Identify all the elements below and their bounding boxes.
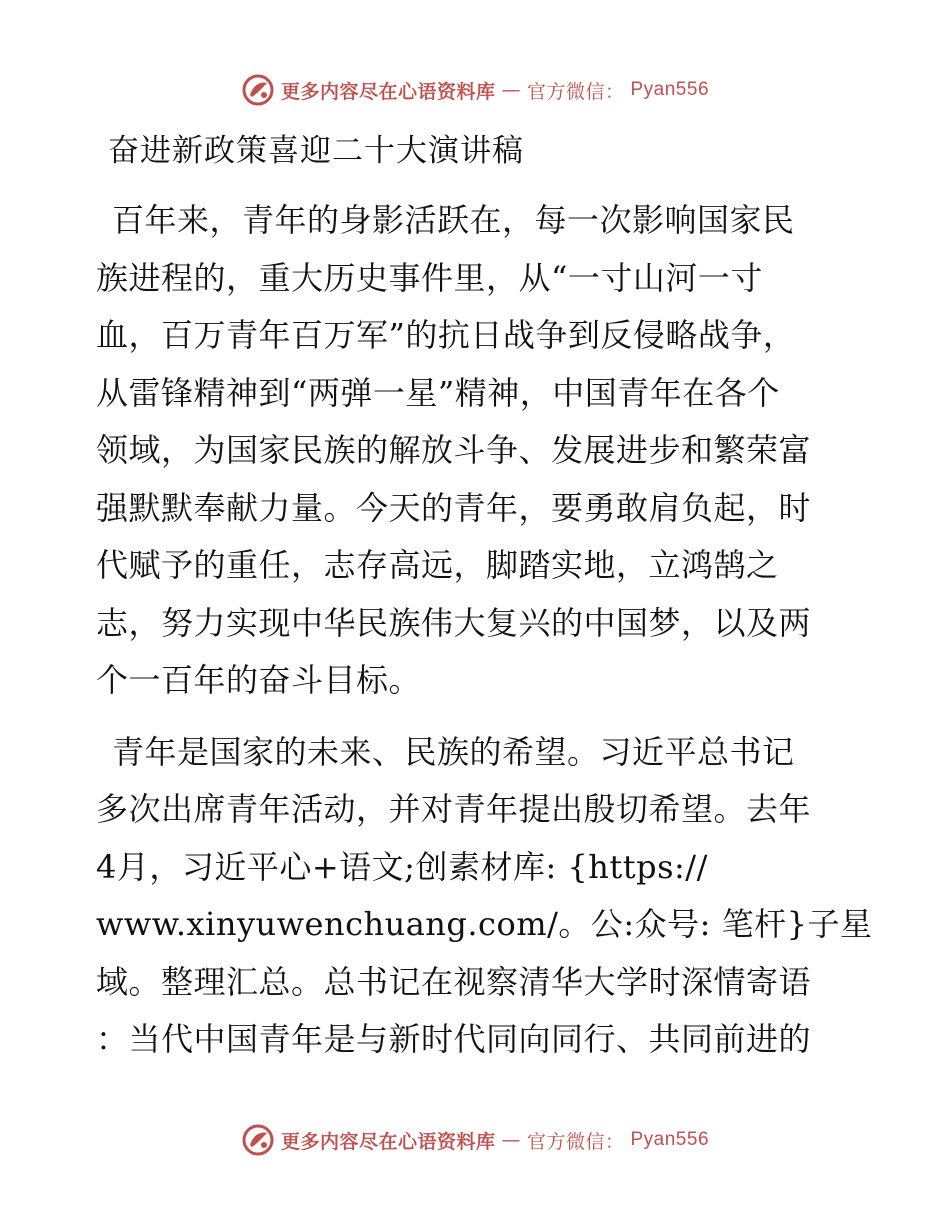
text-line: 从雷锋精神到“两弹一星”精神，中国青年在各个	[96, 373, 780, 412]
watermark-wechat-id: Pyan556	[630, 79, 710, 100]
text-line: 代赋予的重任，志存高远，脚踏实地，立鸿鹄之	[96, 546, 779, 584]
text-line: 百年来，青年的身影活跃在，每一次影响国家民	[112, 201, 795, 239]
text-line: ：当代中国青年是与新时代同向同行、共同前进的	[96, 1020, 812, 1058]
header-watermark	[0, 70, 950, 110]
watermark-site-text: 更多内容尽在心语资料库	[280, 80, 496, 103]
document-title: 奋进新政策喜迎二十大演讲稿	[108, 133, 524, 169]
text-line: 血，百万青年百万军”的抗日战争到反侵略战争，	[96, 316, 796, 354]
text-line: 领域，为国家民族的解放斗争、发展进步和繁荣富	[96, 431, 812, 469]
watermark-wechat-id: Pyan556	[630, 1129, 710, 1150]
watermark-brand	[241, 73, 709, 107]
text-line: 4月，习近平心+语文;创素材库: {https://	[96, 847, 708, 886]
text-line: www.xinyuwenchuang.com/。公:众号: 笔杆}子星	[96, 905, 873, 943]
footer-watermark	[0, 1120, 950, 1160]
paragraph-1	[96, 192, 856, 710]
text-line: 多次出席青年活动，并对青年提出殷切希望。去年	[96, 790, 812, 828]
watermark-separator: —	[501, 1129, 521, 1151]
paragraph-2	[96, 724, 873, 1069]
text-line: 志，努力实现中华民族伟大复兴的中国梦，以及两	[96, 603, 812, 642]
watermark-brand	[241, 1123, 709, 1157]
text-line: 个一百年的奋斗目标。	[96, 661, 422, 699]
document-body	[96, 192, 873, 1083]
watermark-separator: —	[501, 79, 521, 101]
text-line: 青年是国家的未来、民族的希望。习近平总书记	[112, 732, 795, 771]
text-line: 强默默奉献力量。今天的青年，要勇敢肩负起，时	[96, 488, 812, 527]
brand-logo-icon	[241, 1123, 275, 1157]
text-line: 族进程的，重大历史事件里，从“一寸山河一寸	[96, 258, 763, 297]
brand-logo-icon	[241, 73, 275, 107]
watermark-wechat-label: 官方微信：	[526, 1130, 625, 1153]
watermark-site-text: 更多内容尽在心语资料库	[280, 1130, 496, 1153]
text-line: 域。整理汇总。总书记在视察清华大学时深情寄语	[96, 962, 812, 1001]
watermark-wechat-label: 官方微信：	[526, 80, 625, 103]
